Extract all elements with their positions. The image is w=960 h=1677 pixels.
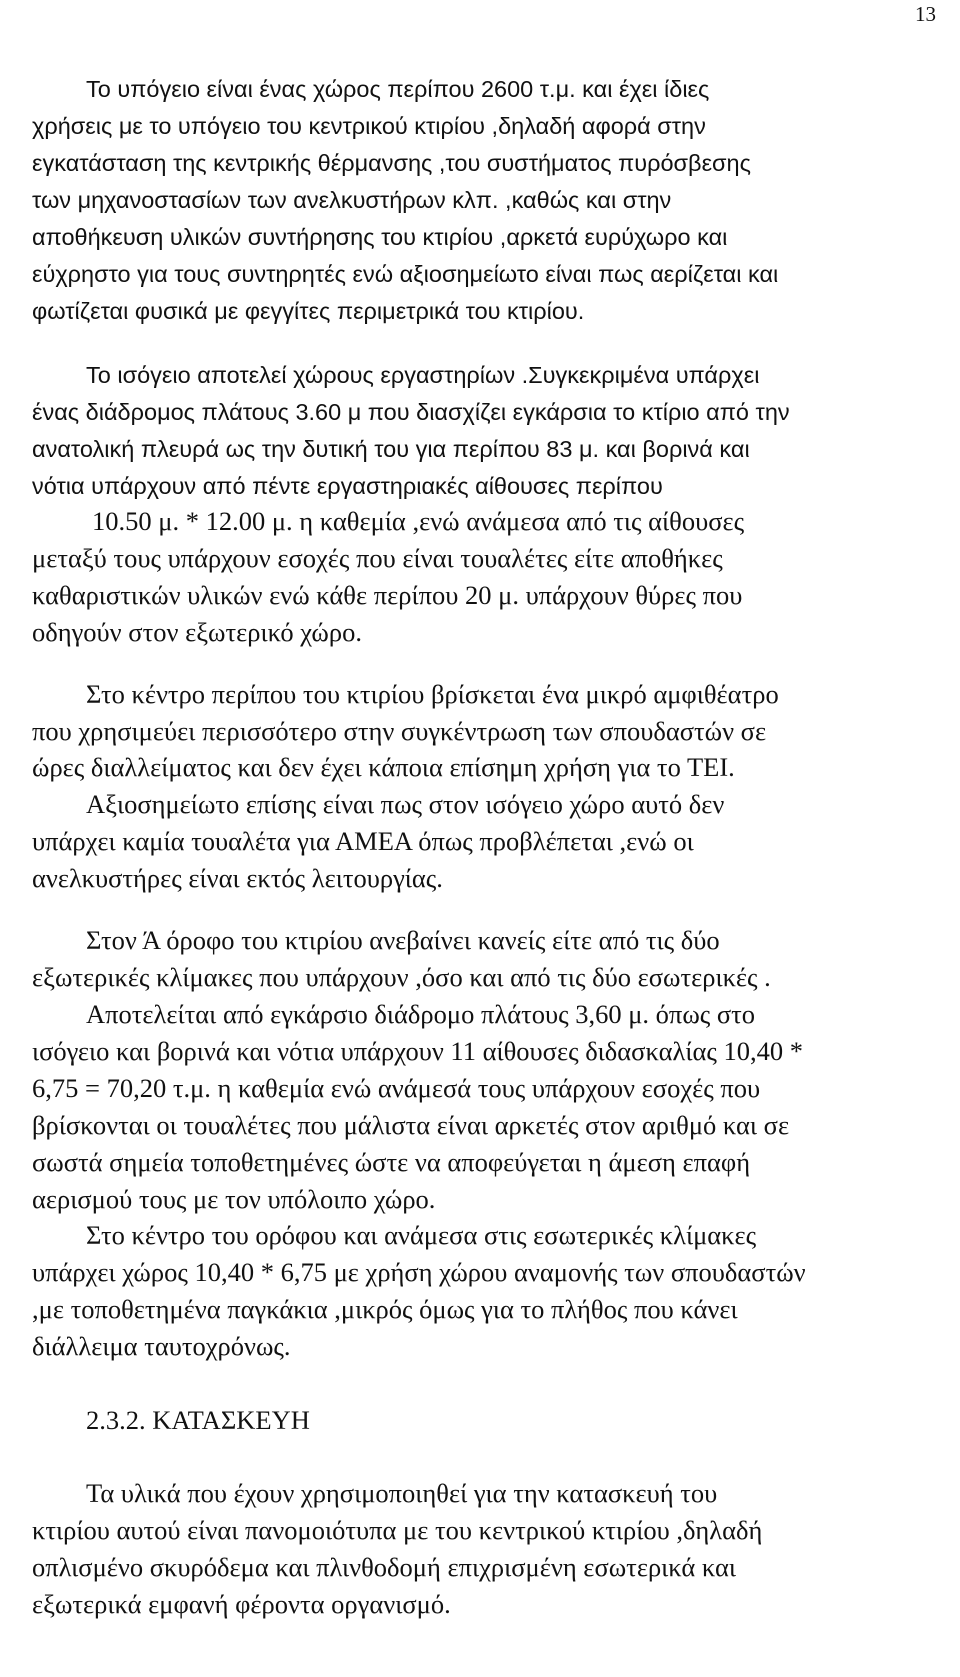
- text-line: σωστά σημεία τοποθετημένες ώστε να αποφεύγεται η άμεση επαφή: [32, 1147, 751, 1177]
- text-line: των μηχανοστασίων των ανελκυστήρων κλπ. ,καθώς και στην: [32, 187, 672, 213]
- text-line: νότια υπάρχουν από πέντε εργαστηριακές αίθουσες περίπου: [32, 473, 663, 499]
- text-line: Στον Ά όροφο του κτιρίου ανεβαίνει κανείς είτε από τις δύο: [86, 925, 720, 955]
- section-heading: 2.3.2. ΚΑΤΑΣΚΕΥΗ: [86, 1405, 310, 1435]
- text-line: οπλισμένο σκυρόδεμα και πλινθοδομή επιχρισμένη εσωτερικά και: [32, 1552, 737, 1582]
- text-line: αποθήκευση υλικών συντήρησης του κτιρίου ,αρκετά ευρύχωρο και: [32, 224, 728, 250]
- text-line: εγκατάσταση της κεντρικής θέρμανσης ,του συστήματος πυρόσβεσης: [32, 150, 751, 176]
- text-line: Τα υλικά που έχουν χρησιμοποιηθεί για την κατασκευή του: [86, 1478, 718, 1508]
- text-line: μεταξύ τους υπάρχουν εσοχές που είναι τουαλέτες είτε αποθήκες: [32, 543, 723, 573]
- text-line: Στο κέντρο του ορόφου και ανάμεσα στις εσωτερικές κλίμακες: [86, 1220, 757, 1250]
- text-line: κτιρίου αυτού είναι πανομοιότυπα με του κεντρικού κτιρίου ,δηλαδή: [32, 1515, 763, 1545]
- text-line: 10.50 μ. * 12.00 μ. η καθεμία ,ενώ ανάμεσα από τις αίθουσες: [92, 506, 745, 536]
- text-line: Αποτελείται από εγκάρσιο διάδρομο πλάτους 3,60 μ. όπως στο: [86, 999, 756, 1029]
- text-line: Στο κέντρο περίπου του κτιρίου βρίσκεται ένα μικρό αμφιθέατρο: [86, 679, 779, 709]
- text-line: ισόγειο και βορινά και νότια υπάρχουν 11 αίθουσες διδασκαλίας 10,40 *: [32, 1036, 803, 1066]
- text-line: ανατολική πλευρά ως την δυτική του για περίπου 83 μ. και βορινά και: [32, 436, 750, 462]
- text-line: χρήσεις με το υπόγειο του κεντρικού κτιρίου ,δηλαδή αφορά στην: [32, 113, 706, 139]
- text-line: εύχρηστο για τους συντηρητές ενώ αξιοσημείωτο είναι πως αερίζεται και: [32, 261, 779, 287]
- text-line: υπάρχει χώρος 10,40 * 6,75 με χρήση χώρου αναμονής των σπουδαστών: [32, 1257, 806, 1287]
- text-line: διάλλειμα ταυτοχρόνως.: [32, 1331, 291, 1361]
- text-line: φωτίζεται φυσικά με φεγγίτες περιμετρικά του κτιρίου.: [32, 298, 585, 324]
- text-line: αερισμού τους με τον υπόλοιπο χώρο.: [32, 1184, 436, 1214]
- text-line: ώρες διαλλείματος και δεν έχει κάποια επίσημη χρήση για το ΤΕΙ.: [32, 752, 735, 782]
- text-line: ανελκυστήρες είναι εκτός λειτουργίας.: [32, 863, 443, 893]
- text-line: Αξιοσημείωτο επίσης είναι πως στον ισόγειο χώρο αυτό δεν: [86, 789, 725, 819]
- text-line: ,με τοποθετημένα παγκάκια ,μικρός όμως για το πλήθος που κάνει: [32, 1294, 738, 1324]
- text-line: εξωτερικά εμφανή φέροντα οργανισμό.: [32, 1589, 451, 1619]
- text-line: εξωτερικές κλίμακες που υπάρχουν ,όσο και από τις δύο εσωτερικές .: [32, 962, 771, 992]
- text-line: οδηγούν στον εξωτερικό χώρο.: [32, 617, 362, 647]
- text-line: Το υπόγειο είναι ένας χώρος περίπου 2600 τ.μ. και έχει ίδιες: [86, 76, 710, 102]
- text-line: Το ισόγειο αποτελεί χώρους εργαστηρίων .Συγκεκριμένα υπάρχει: [86, 362, 760, 388]
- page-number: 13: [915, 2, 936, 26]
- text-line: καθαριστικών υλικών ενώ κάθε περίπου 20 μ. υπάρχουν θύρες που: [32, 580, 743, 610]
- text-line: ένας διάδρομος πλάτους 3.60 μ που διασχίζει εγκάρσια το κτίριο από την: [32, 399, 790, 425]
- text-line: που χρησιμεύει περισσότερο στην συγκέντρωση των σπουδαστών σε: [32, 716, 767, 746]
- text-line: 6,75 = 70,20 τ.μ. η καθεμία ενώ ανάμεσά τους υπάρχουν εσοχές που: [32, 1073, 761, 1103]
- text-line: βρίσκονται οι τουαλέτες που μάλιστα είναι αρκετές στον αριθμό και σε: [32, 1110, 790, 1140]
- text-line: υπάρχει καμία τουαλέτα για ΑΜΕΑ όπως προβλέπεται ,ενώ οι: [32, 826, 694, 856]
